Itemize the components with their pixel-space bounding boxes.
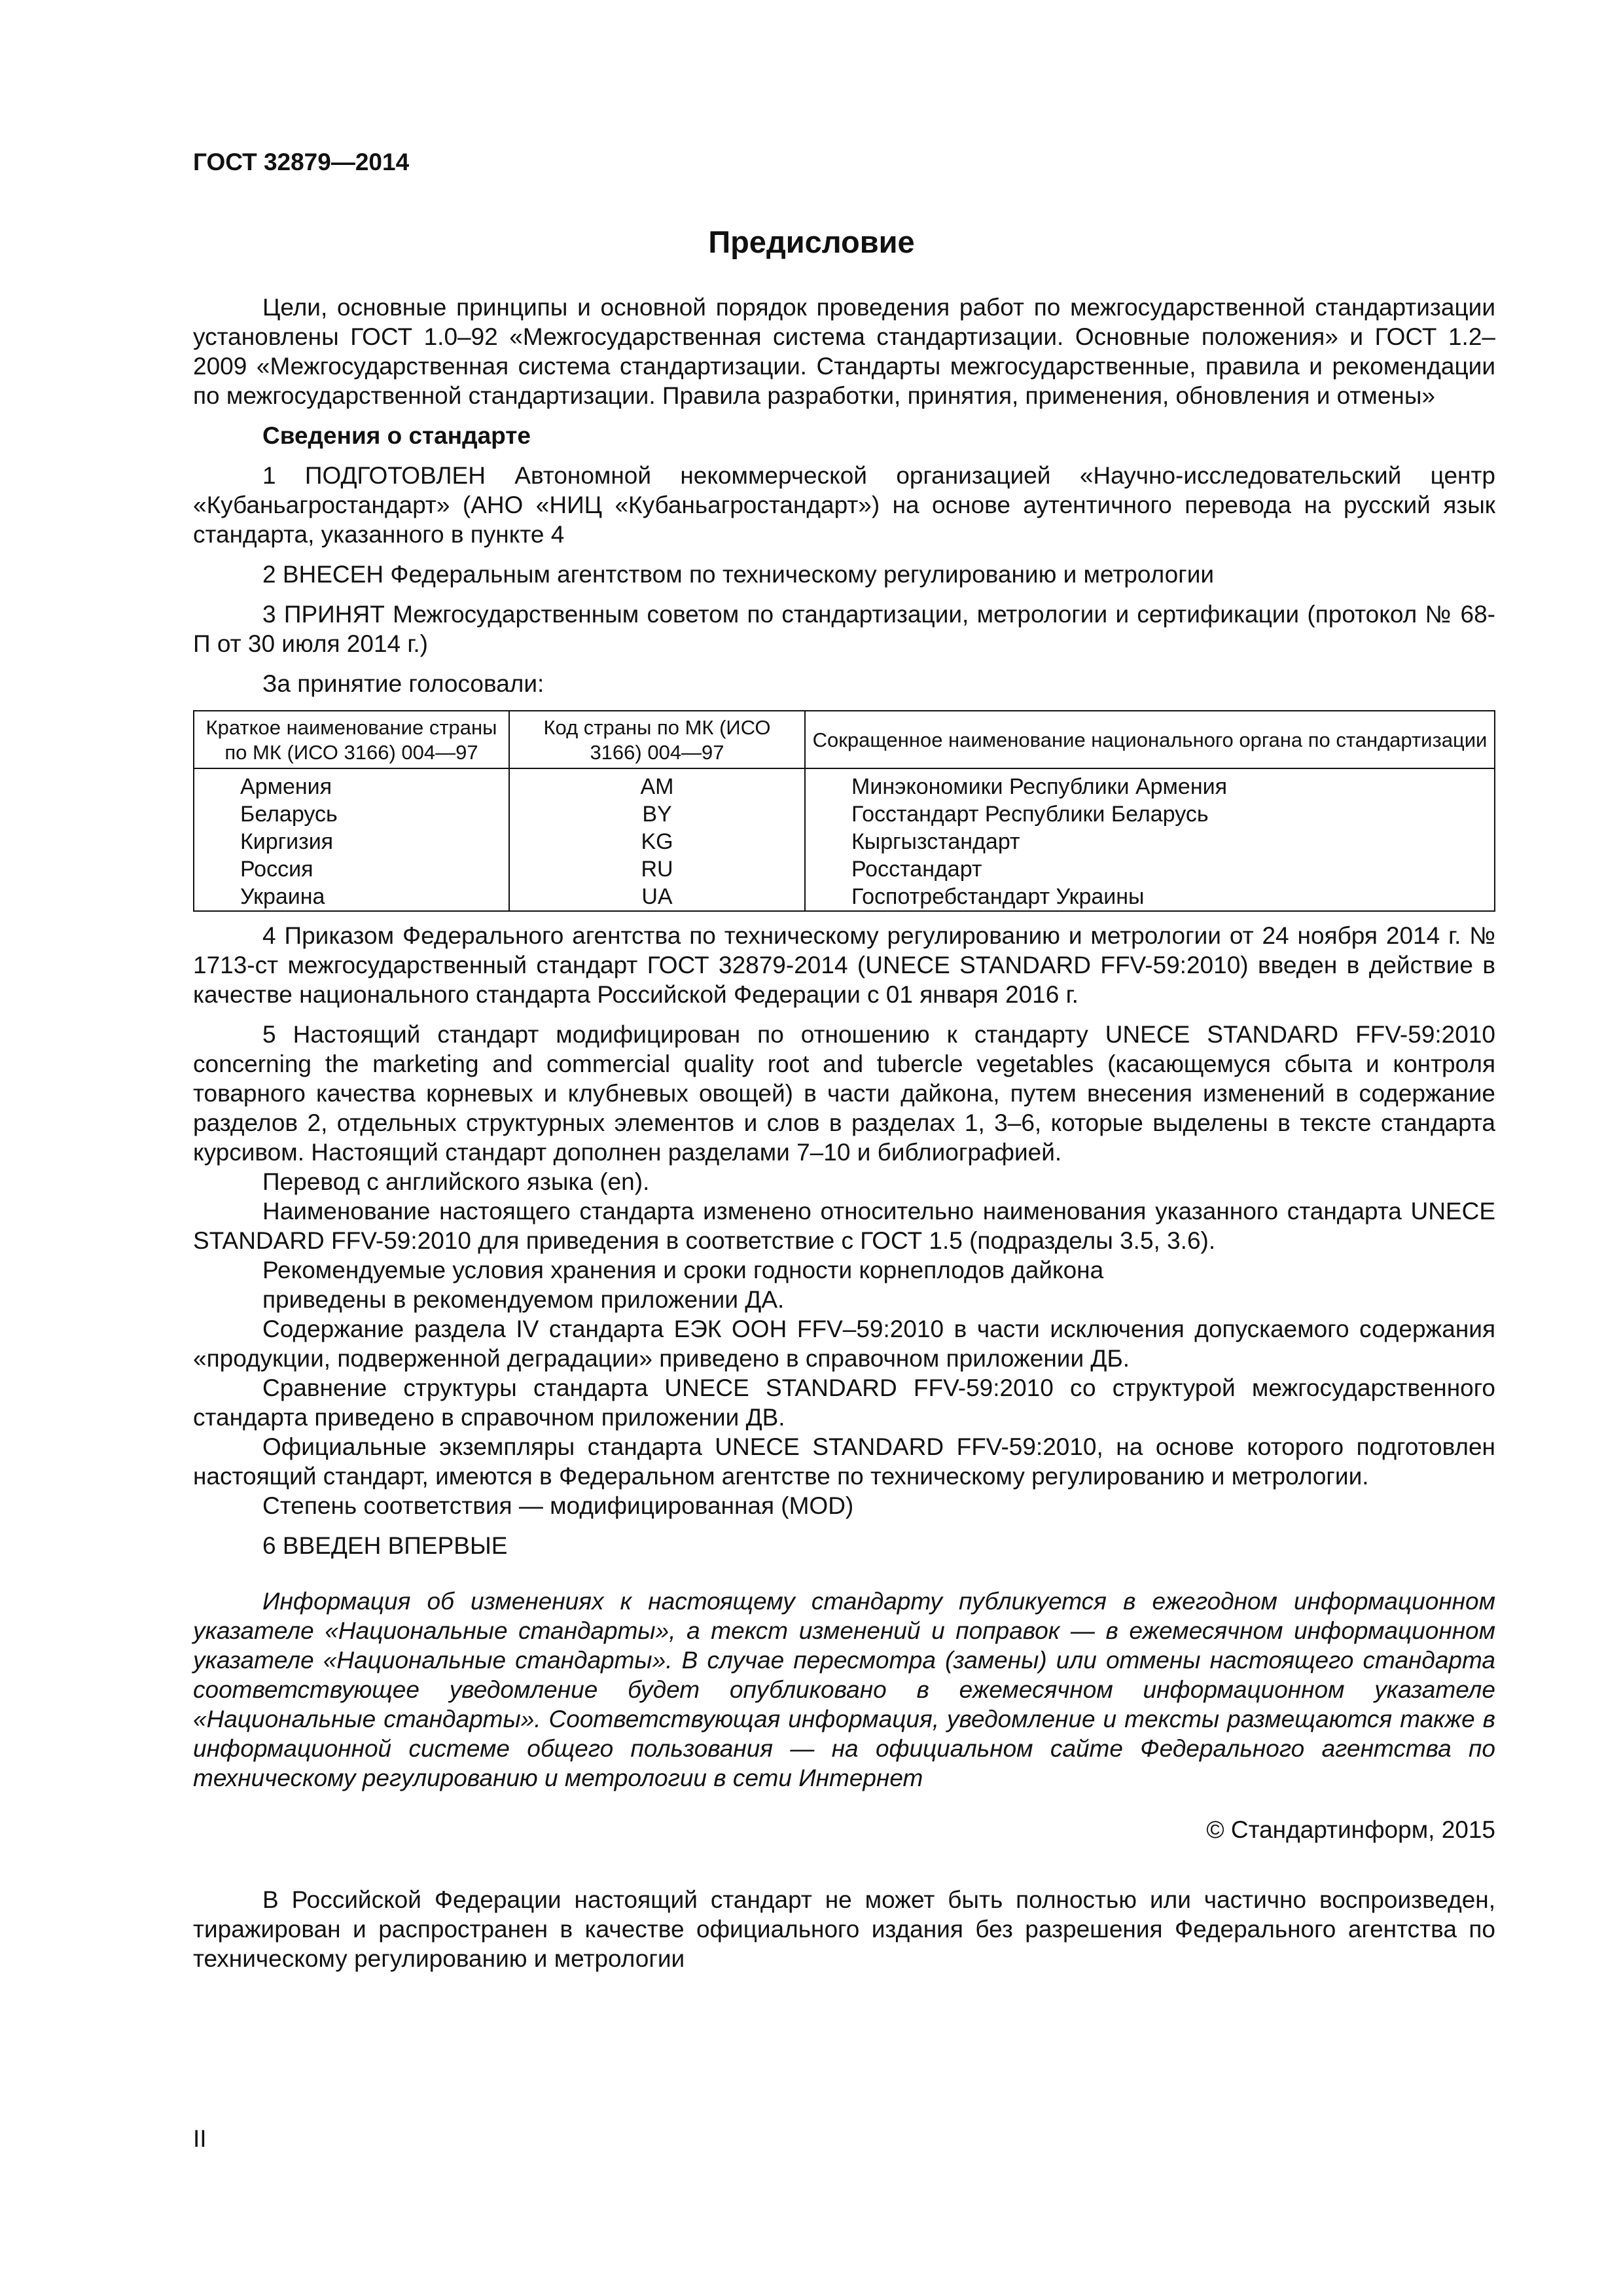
item-5-official-copies: Официальные экземпляры стандарта UNECE STANDARD FFV-59:2010, на основе которого подготовлен настоящий стандарт, имеются в Федеральном агентстве по техническому регулированию и метрологии. — [193, 1433, 1495, 1490]
item-4-order: 4 Приказом Федерального агентства по техническому регулированию и метрологии от 24 ноября 2014 г. № 1713-ст межгосударственный стандарт ГОСТ 32879-2014 (UNECE STANDARD FFV-59:2010) введен в действие в качестве национального стандарта Российской Федерации с 01 января 2016 г. — [193, 922, 1495, 1008]
item-5-degree: Степень соответствия — модифицированная (MOD) — [262, 1492, 854, 1519]
national-body: Кыргызстандарт — [805, 828, 1495, 855]
item-5-storage-line-1: Рекомендуемые условия хранения и сроки годности корнеплодов дайкона — [262, 1257, 1104, 1283]
table-row — [194, 855, 1495, 883]
voted-label: За принятие голосовали: — [262, 670, 544, 697]
item-2-submitted: 2 ВНЕСЕН Федеральным агентством по техническому регулированию и метрологии — [262, 561, 1215, 588]
page-title: Предисловие — [708, 224, 915, 259]
country-name: Россия — [194, 855, 509, 883]
voting-table — [193, 710, 1495, 912]
header-country-name: Краткое наименование страны по МК (ИСО 3166) 004—97 — [194, 711, 509, 768]
copyright: © Стандартинформ, 2015 — [1206, 1816, 1495, 1843]
page-number: II — [193, 2125, 207, 2152]
intro-paragraph: Цели, основные принципы и основной порядок проведения работ по межгосударственной стандартизации установлены ГОСТ 1.0–92 «Межгосударственная система стандартизации. Основные положения» и ГОСТ 1.2–2009 «Межгосударственная система стандартизации. Стандарты межгосударственные, правила и рекомендации по межгосударственной стандартизации. Правила разработки, принятия, применения, обновления и отмены» — [193, 294, 1495, 409]
item-3-adopted: 3 ПРИНЯТ Межгосударственным советом по стандартизации, метрологии и сертификации (протокол № 68-П от 30 июля 2014 г.) — [193, 601, 1495, 657]
country-code: UA — [509, 883, 805, 911]
table-row — [194, 800, 1495, 828]
country-code: AM — [509, 768, 805, 800]
item-6-introduced: 6 ВВЕДЕН ВПЕРВЫЕ — [262, 1532, 508, 1559]
table-row — [194, 768, 1495, 800]
reproduction-notice: В Российской Федерации настоящий стандарт не может быть полностью или частично воспроизведен, тиражирован и распространен в качестве официального издания без разрешения Федерального агентства по техническому регулированию и метрологии — [193, 1886, 1495, 1972]
item-1-prepared: 1 ПОДГОТОВЛЕН Автономной некоммерческой организацией «Научно-исследовательский центр «Кубаньагростандарт» (АНО «НИЦ «Кубаньагростандарт») на основе аутентичного перевода на русский язык стандарта, указанного в пункте 4 — [193, 462, 1495, 548]
foreword-body — [193, 293, 1495, 1973]
item-5-section-iv: Содержание раздела IV стандарта ЕЭК ООН FFV–59:2010 в части исключения допускаемого содержания «продукции, подверженной деградации» приведено в справочном приложении ДБ. — [193, 1316, 1495, 1372]
country-code: RU — [509, 855, 805, 883]
voting-table-header — [194, 711, 1495, 768]
item-5-structure-compare: Сравнение структуры стандарта UNECE STANDARD FFV-59:2010 со структурой межгосударственного стандарта приведено в справочном приложении ДВ. — [193, 1374, 1495, 1431]
header-national-body: Сокращенное наименование национального органа по стандартизации — [805, 711, 1495, 768]
country-name: Киргизия — [194, 828, 509, 855]
header-country-code: Код страны по МК (ИСО 3166) 004—97 — [509, 711, 805, 768]
country-name: Украина — [194, 883, 509, 911]
national-body: Росстандарт — [805, 855, 1495, 883]
national-body: Госпотребстандарт Украины — [805, 883, 1495, 911]
standard-info-heading: Сведения о стандарте — [262, 422, 531, 449]
changes-notice: Информация об изменениях к настоящему стандарту публикуется в ежегодном информационном указателе «Национальные стандарты», а текст изменений и поправок — в ежемесячном информационном указателе «Национальные стандарты». В случае пересмотра (замены) или отмены настоящего стандарта соответствующее уведомление будет опубликовано в ежемесячном информационном указателе «Национальные стандарты». Соответствующая информация, уведомление и тексты размещаются также в информационной системе общего пользования — на официальном сайте Федерального агентства по техническому регулированию и метрологии в сети Интернет — [193, 1588, 1495, 1791]
item-5-translation: Перевод с английского языка (en). — [262, 1168, 650, 1195]
item-5-storage-line-2: приведены в рекомендуемом приложении ДА. — [262, 1286, 785, 1313]
item-5-name-change: Наименование настоящего стандарта изменено относительно наименования указанного стандарта UNECE STANDARD FFV-59:2010 для приведения в соответствие с ГОСТ 1.5 (подразделы 3.5, 3.6). — [193, 1198, 1495, 1254]
country-name: Армения — [194, 768, 509, 800]
country-code: BY — [509, 800, 805, 828]
country-name: Беларусь — [194, 800, 509, 828]
table-row — [194, 883, 1495, 911]
national-body: Госстандарт Республики Беларусь — [805, 800, 1495, 828]
national-body: Минэкономики Республики Армения — [805, 768, 1495, 800]
table-row — [194, 828, 1495, 855]
item-5-modified: 5 Настоящий стандарт модифицирован по отношению к стандарту UNECE STANDARD FFV-59:2010 concerning the marketing and commercial quality root and tubercle vegetables (касающемуся сбыта и контроля товарного качества корневых и клубневых овощей) в части дайкона, путем внесения изменений в содержание разделов 2, отдельных структурных элементов и слов в разделах 1, 3–6, которые выделены в тексте стандарта курсивом. Настоящий стандарт дополнен разделами 7–10 и библиографией. — [193, 1021, 1495, 1166]
document-code: ГОСТ 32879—2014 — [193, 149, 410, 175]
country-code: KG — [509, 828, 805, 855]
